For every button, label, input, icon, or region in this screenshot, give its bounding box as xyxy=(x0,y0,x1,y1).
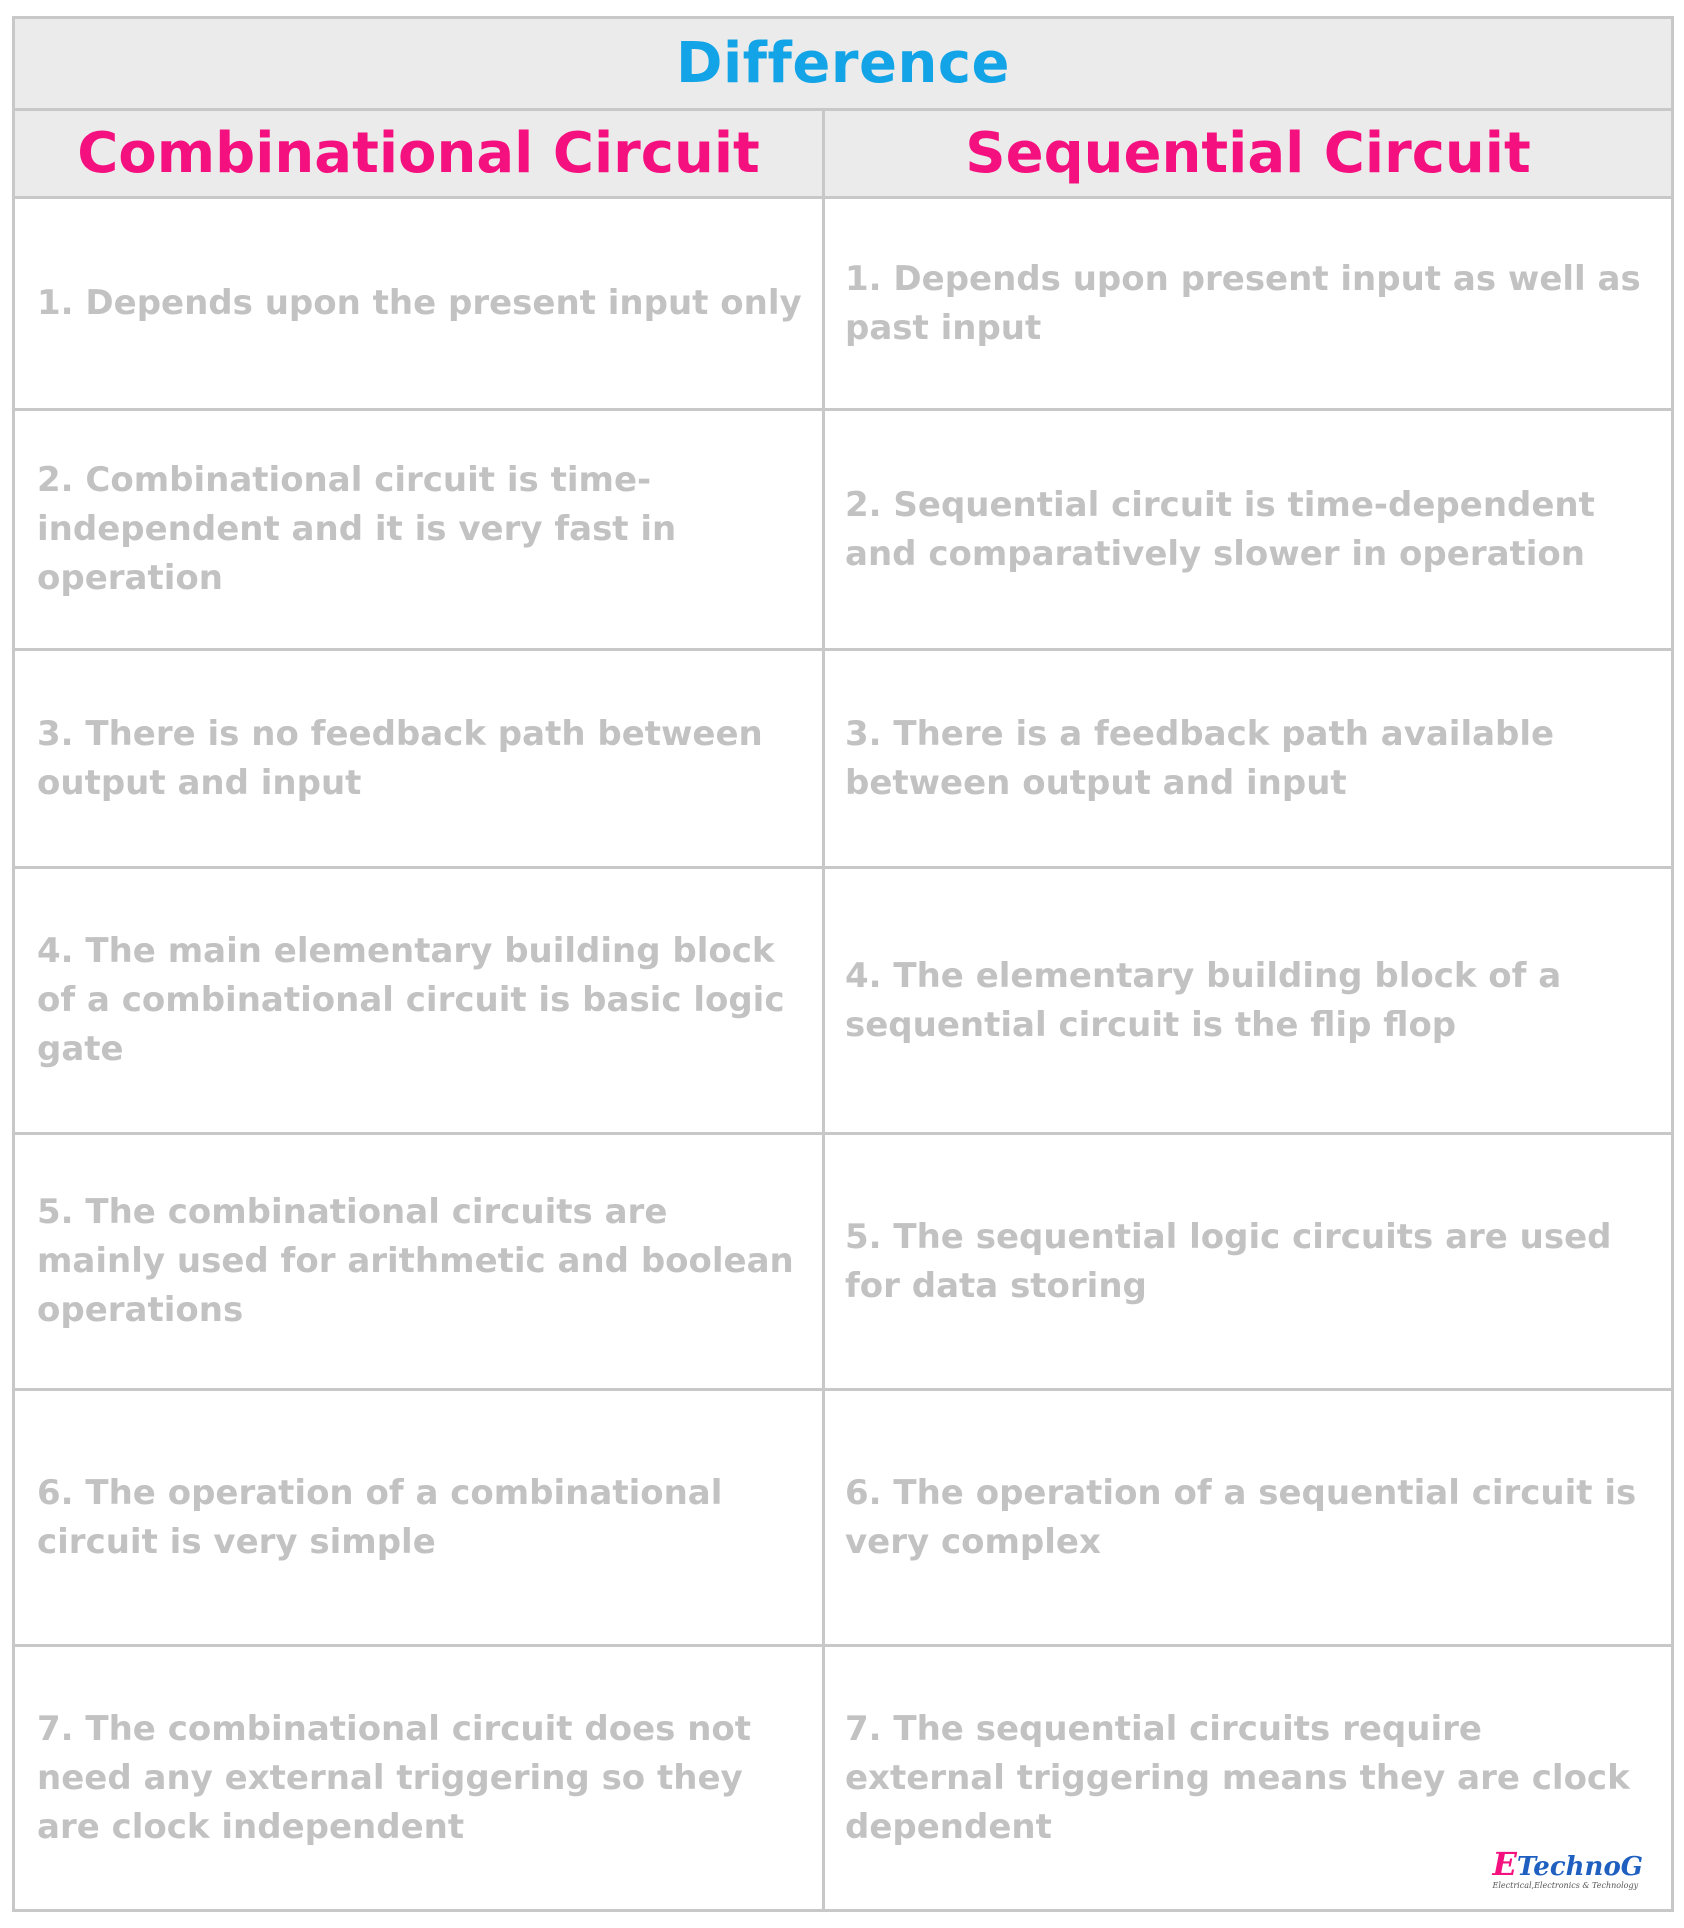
table-row xyxy=(15,1647,1671,1909)
combinational-cell xyxy=(15,1647,825,1909)
logo-e-mark: E xyxy=(1492,1845,1517,1883)
sequential-cell xyxy=(825,411,1671,648)
sequential-text: 4. The elementary building block of a sequential circuit is the flip flop xyxy=(845,955,1562,1045)
combinational-cell xyxy=(15,1135,825,1388)
combinational-cell xyxy=(15,1391,825,1644)
sequential-text: 1. Depends upon present input as well as past input xyxy=(845,258,1641,348)
logo-name: TechnoG xyxy=(1516,1852,1643,1882)
combinational-text: 4. The main elementary building block of a combinational circuit is basic logic gate xyxy=(37,931,785,1069)
column-header-sequential: Sequential Circuit xyxy=(965,121,1531,186)
combinational-text: 6. The operation of a combinational circuit is very simple xyxy=(37,1472,723,1562)
combinational-text: 3. There is no feedback path between output and input xyxy=(37,713,763,803)
combinational-cell xyxy=(15,651,825,866)
table-row xyxy=(15,1135,1671,1391)
sequential-cell xyxy=(825,1391,1671,1644)
table-row xyxy=(15,411,1671,651)
combinational-text: 5. The combinational circuits are mainly used for arithmetic and boolean operations xyxy=(37,1192,794,1330)
combinational-text: 7. The combinational circuit does not need any external triggering so they are clock independent xyxy=(37,1708,752,1847)
etechnog-logo xyxy=(1492,1845,1643,1891)
combinational-cell xyxy=(15,199,825,408)
sequential-text: 2. Sequential circuit is time-dependent and comparatively slower in operation xyxy=(845,484,1595,574)
title-row xyxy=(15,19,1671,111)
combinational-text: 2. Combinational circuit is time-independent and it is very fast in operation xyxy=(37,460,677,598)
sequential-text: 7. The sequential circuits require external triggering means they are clock dependent xyxy=(845,1708,1630,1847)
sequential-cell xyxy=(825,1135,1671,1388)
table-row xyxy=(15,1391,1671,1647)
sequential-text: 6. The operation of a sequential circuit is very complex xyxy=(845,1472,1637,1562)
logo-wordmark xyxy=(1492,1845,1643,1883)
combinational-cell xyxy=(15,411,825,648)
table-row xyxy=(15,651,1671,869)
table-row xyxy=(15,199,1671,411)
combinational-text: 1. Depends upon the present input only xyxy=(37,283,802,323)
combinational-cell xyxy=(15,869,825,1132)
comparison-table xyxy=(12,16,1674,1912)
table-title: Difference xyxy=(675,31,1011,96)
column-header-row xyxy=(15,111,1671,199)
column-header-combinational: Combinational Circuit xyxy=(15,111,825,196)
logo-tagline: Electrical,Electronics & Technology xyxy=(1492,1881,1639,1890)
sequential-cell xyxy=(825,869,1671,1132)
table-row xyxy=(15,869,1671,1135)
sequential-cell xyxy=(825,199,1671,408)
sequential-text: 3. There is a feedback path available between output and input xyxy=(845,713,1555,803)
sequential-cell xyxy=(825,651,1671,866)
sequential-text: 5. The sequential logic circuits are used for data storing xyxy=(845,1216,1612,1306)
